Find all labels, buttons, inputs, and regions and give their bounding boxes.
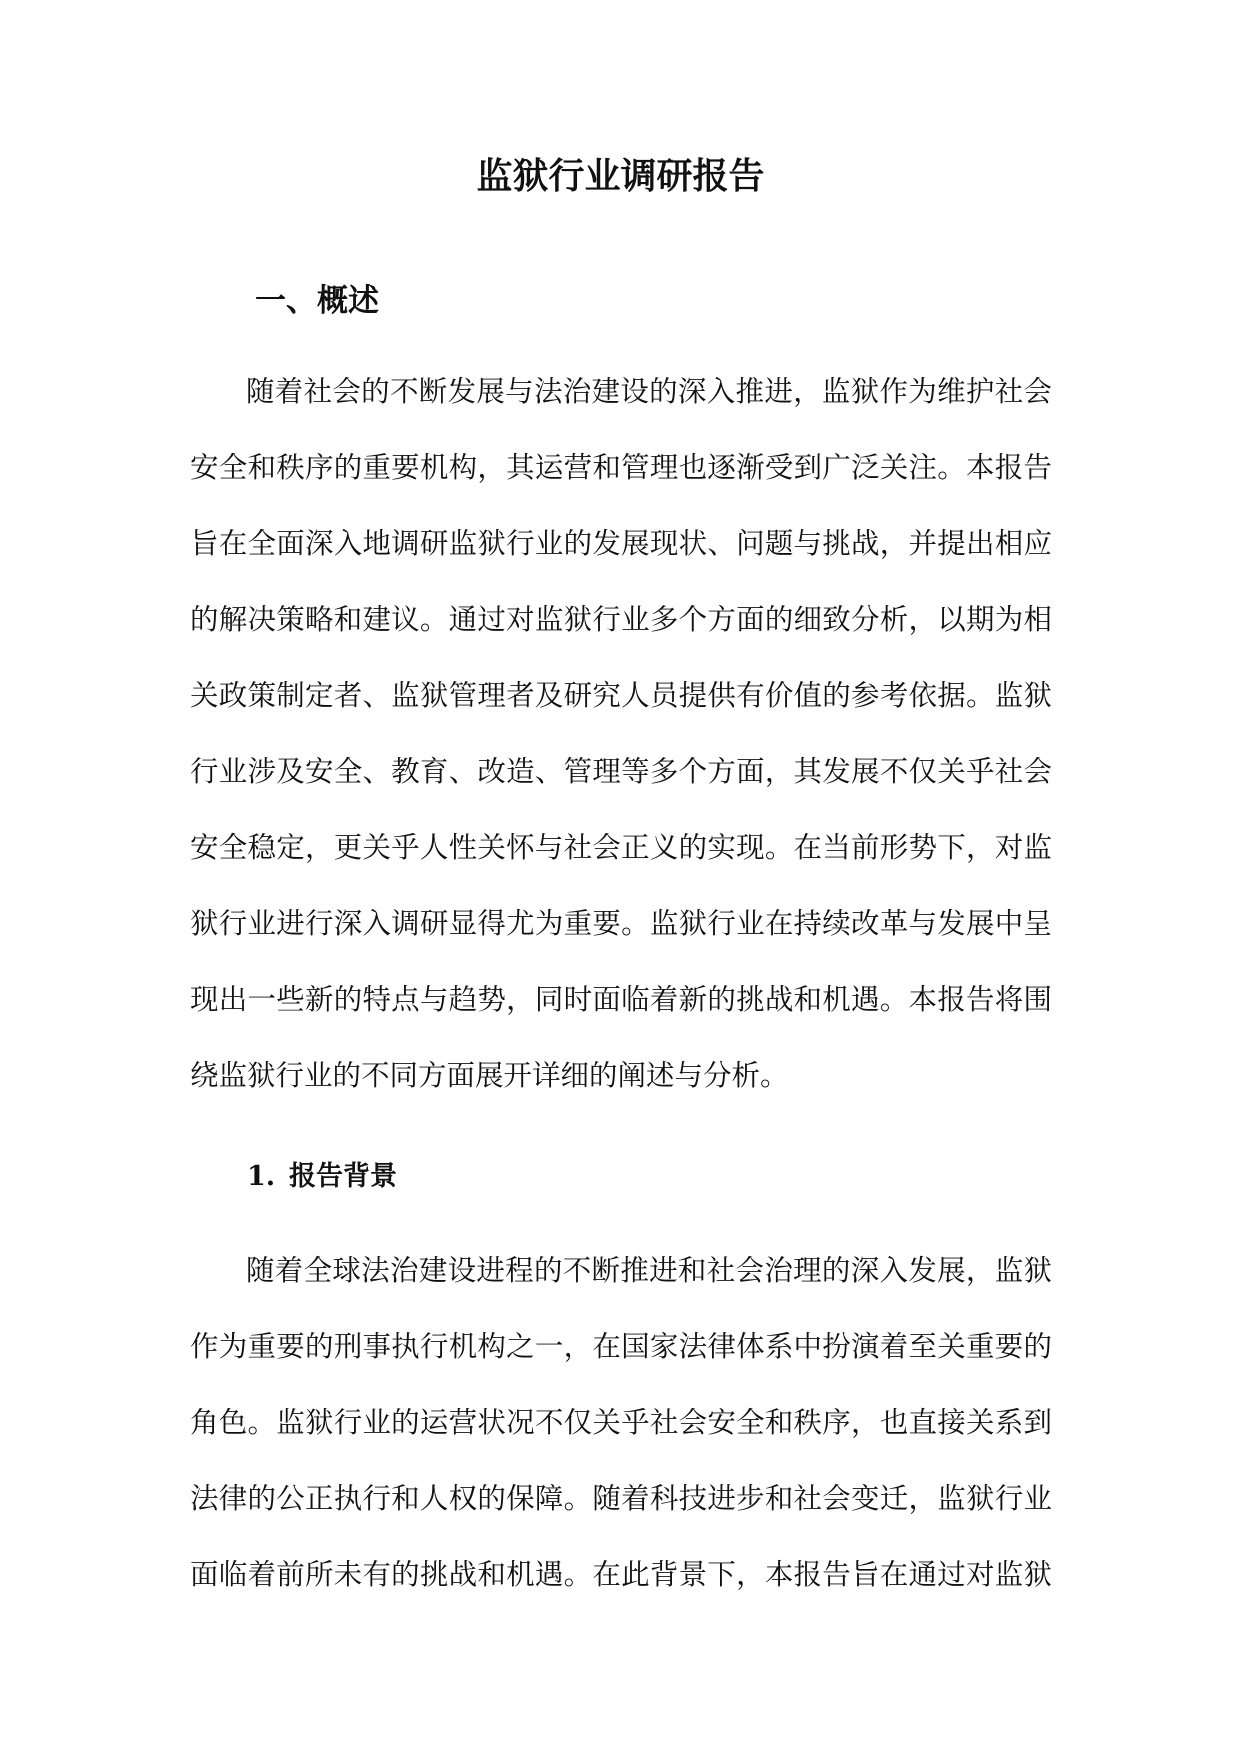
paragraph-line: 面临着前所未有的挑战和机遇。在此背景下，本报告旨在通过对监狱 xyxy=(190,1558,1052,1591)
paragraph-line: 绕监狱行业的不同方面展开详细的阐述与分析。 xyxy=(190,1059,789,1092)
paragraph-line: 旨在全面深入地调研监狱行业的发展现状、问题与挑战，并提出相应 xyxy=(190,527,1052,560)
paragraph-line: 安全和秩序的重要机构，其运营和管理也逐渐受到广泛关注。本报告 xyxy=(190,451,1052,484)
background-paragraph xyxy=(190,1233,1052,1613)
paragraph-line: 随着全球法治建设进程的不断推进和社会治理的深入发展，监狱 xyxy=(246,1254,1052,1287)
paragraph-line: 现出一些新的特点与趋势，同时面临着新的挑战和机遇。本报告将围 xyxy=(190,983,1052,1016)
paragraph-line: 作为重要的刑事执行机构之一，在国家法律体系中扮演着至关重要的 xyxy=(190,1330,1052,1363)
paragraph-line: 法律的公正执行和人权的保障。随着科技进步和社会变迁，监狱行业 xyxy=(190,1482,1052,1515)
section-heading-overview: 一、概述 xyxy=(255,283,379,319)
overview-paragraph xyxy=(190,354,1052,1114)
paragraph-line: 狱行业进行深入调研显得尤为重要。监狱行业在持续改革与发展中呈 xyxy=(190,907,1052,940)
paragraph-line: 行业涉及安全、教育、改造、管理等多个方面，其发展不仅关乎社会 xyxy=(190,755,1052,788)
subsection-title: 报告背景 xyxy=(289,1161,397,1192)
page-title: 监狱行业调研报告 xyxy=(476,155,765,197)
paragraph-line: 角色。监狱行业的运营状况不仅关乎社会安全和秩序，也直接关系到 xyxy=(190,1406,1052,1439)
subsection-number: 1. xyxy=(247,1161,276,1192)
paragraph-line: 关政策制定者、监狱管理者及研究人员提供有价值的参考依据。监狱 xyxy=(190,679,1052,712)
paragraph-line: 安全稳定，更关乎人性关怀与社会正义的实现。在当前形势下，对监 xyxy=(190,831,1052,864)
subsection-heading-background xyxy=(247,1156,397,1198)
paragraph-line: 的解决策略和建议。通过对监狱行业多个方面的细致分析，以期为相 xyxy=(190,603,1052,636)
paragraph-line: 随着社会的不断发展与法治建设的深入推进，监狱作为维护社会 xyxy=(246,375,1052,408)
